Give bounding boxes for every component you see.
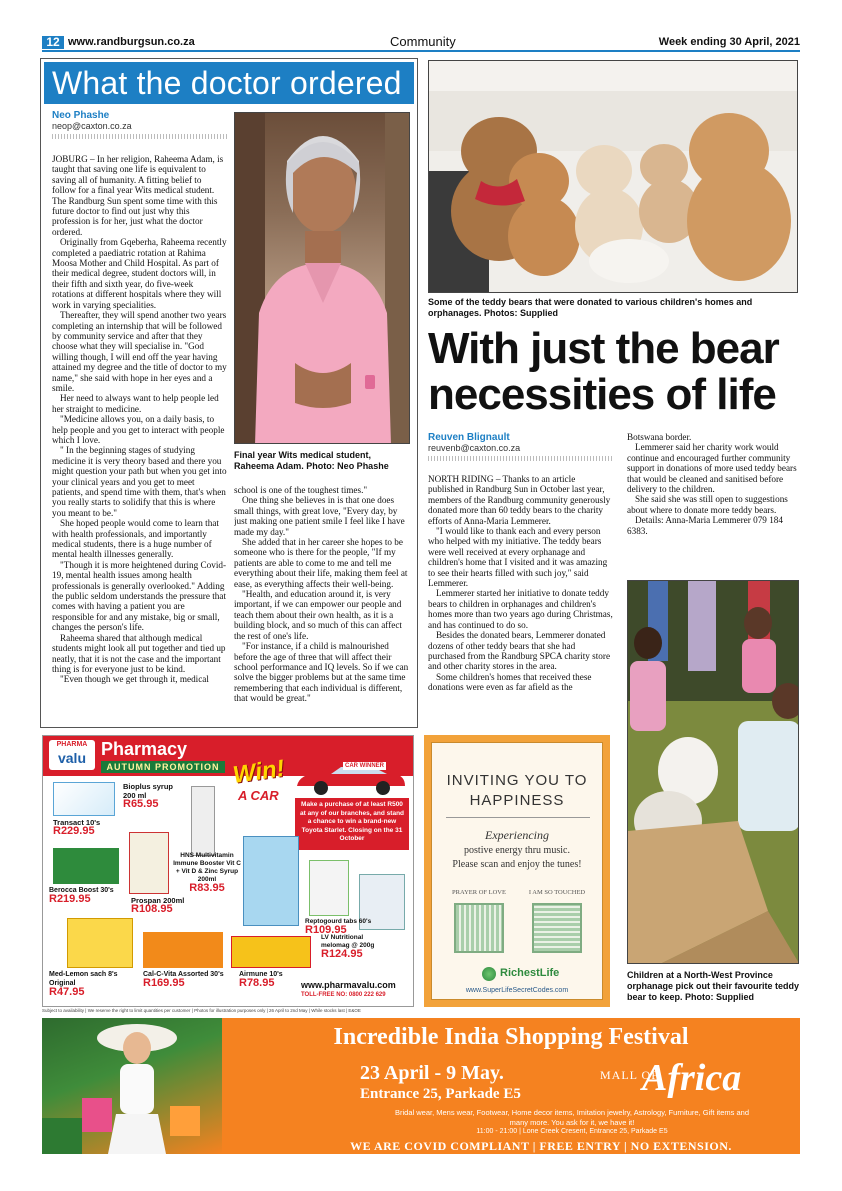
paragraph: One thing she believes in is that one does small things, with great love, "Every day, by just making one patient smile I feel like I have made my day." [234,495,405,537]
product-reptogourd-price: R109.95 [305,924,347,936]
bear-byline [428,432,613,461]
paragraph: NORTH RIDING – Thanks to an article published in Randburg Sun in October last year, members of the Randburg community generously donated more than 60 teddy bears to the charity efforts of Anna-Maria Lemmerer. [428,474,611,526]
children-photo-caption: Children at a North-West Province orphanage pick out their favourite teddy bear to keep. Photo: Supplied [627,970,800,1002]
product-prospan-name: Prospan 200ml [131,896,185,905]
pharmacy-website[interactable]: www.pharmavalu.com [301,980,396,990]
product-transact-name: Transact 10's [53,818,101,827]
happiness-title: INVITING YOU TO HAPPINESS [446,772,588,809]
festival-hours: 11:00 - 21:00 | Lone Creek Cresent, Entrance 25, Parkade E5 [476,1128,668,1135]
hns-multivitamin-box [243,836,299,926]
doctor-byline [52,110,227,139]
cal-c-vita-tube [143,932,223,968]
pharmacy-disclaimer: Subject to availability | We reserve the right to limit quantities per customer | Photos for illustration purposes only | 26 April to 2nd May | While stocks last | E&OE [42,1008,361,1013]
doctor-photo-caption: Final year Wits medical student, Raheema Adam. Photo: Neo Phashe [234,450,389,471]
bear-byline-email[interactable]: reuvenb@caxton.co.za [428,443,521,453]
win-car-terms: Make a purchase of at least R500 at any of our branches, and stand a chance to win a brand-new Toyota Starlet. Closing on the 31 October [295,798,409,850]
reptogourd-box [309,860,349,916]
product-cal-c-vita [143,970,231,988]
paragraph: Some children's homes that received these donations were even as far afield as the [428,671,592,693]
airmune-box [231,936,311,968]
paragraph: "Medicine allows you, on a daily basis, to help people and you get to interact with people which I love. [52,414,225,445]
paragraph: She added that in her career she hopes to be someone who is there for the people, "If my patients are able to come to me and tell me everything about their life, making them feel at ease, as everything affects their well-being. [234,537,408,589]
mall-of-label: MALL OF [600,1068,659,1082]
logo-pharma: PHARMA [56,741,88,748]
product-transact [53,818,100,836]
qr-code-2-icon[interactable] [532,903,582,953]
product-airmune [239,970,299,988]
paragraph: Besides the donated bears, Lemmerer donated dozens of other teddy bears that she had purchased from the Randburg SPCA charity store and other charity stores in the area. [428,630,611,672]
bear-headline-line-1: With just the bear [428,324,779,373]
product-lv-nutritional-price: R124.95 [321,948,363,960]
bear-byline-author: Reuven Blignault [428,432,510,443]
product-reptogourd-name: Reptogourd tabs 60's [305,918,372,925]
paragraph: JOBURG – In her religion, Raheema Adam, is taught that saving one life is equivalent to saving all of humanity. A fitting belief to follow for a final year Wits medical student. The Randburg Sun spent some time with this future doctor to find out just why this profession is for her, just what the doctor ordered. [52,154,224,237]
richestlife-brand: RichestLife [500,967,560,979]
transact-pack [53,782,115,816]
product-airmune-name: Airmune 10's [239,971,283,978]
bear-headline [428,326,800,418]
product-med-lemon-price: R47.95 [49,986,85,998]
section-title: Community [390,34,456,49]
paragraph: "For instance, if a child is malnourished before the age of three that will affect their school performance and IQ levels. So if we can solve the bigger problems but at the same time remembering that each individual is different, that would be great." [234,641,409,704]
paragraph: Lemmerer said her charity work would continue and encouraged further community support in donations of more used teddy bears that would be cleaned and sanitised before delivery to the children. [627,442,797,495]
richestlife-logo-icon [482,967,496,981]
bioplus-bottle [191,786,215,856]
product-airmune-price: R78.95 [239,977,275,989]
bear-column-1 [428,474,613,729]
happiness-divider [446,817,590,818]
bear-byline-divider [428,456,613,461]
teddy-bears-caption: Some of the teddy bears that were donated to various children's homes and orphanages. Photos: Supplied [428,297,753,318]
car-winner-tag: CAR WINNER [345,763,384,769]
page-number: 12 [42,36,64,49]
doctor-headline: What the doctor ordered [44,62,414,104]
paragraph: She hoped people would come to learn that with health professionals, and importantly medical students, there is a huge number of mental health illnesses generally. [52,518,219,560]
product-lv-nutritional-name: LV Nutritional melomag @ 200g [321,934,375,949]
festival-title: Incredible India Shopping Festival [333,1024,689,1050]
africa-logo: Africa [642,1057,742,1099]
header-rule [42,50,800,52]
product-med-lemon [49,970,141,997]
festival-model-panel [42,1018,222,1154]
product-berocca-name: Berocca Boost 30's [49,887,114,894]
paragraph: Originally from Gqeberha, Raheema recently completed a paediatric rotation at Rahima Moosa Mother and Child Hospital. As part of their medical degree, student doctors will, in their fifth and sixth year, do five-week rotations at different hospitals where they will work in varying specialities. [52,237,227,310]
product-hns-name: HNS Multivitamin Immune Booster Vit C + Vit D & Zinc Syrup 200ml [173,852,241,883]
berocca-pack [53,848,119,884]
product-hns [171,852,243,892]
bear-headline-line-2: necessities of life [428,370,776,419]
paragraph: Raheema shared that although medical students might look all put together and tied up neatly, that it is not the case and the important thing is for everyone just to be kind. [52,632,226,674]
doctor-photo [234,112,410,444]
byline-email[interactable]: neop@caxton.co.za [52,121,132,131]
qr-code-1-icon[interactable] [454,903,504,953]
win-badge: Win! [231,754,287,789]
paragraph: Botswana border. [627,432,692,442]
paragraph: school is one of the toughest times." [234,485,368,495]
byline-author: Neo Phashe [52,110,110,121]
product-cal-c-vita-price: R169.95 [143,977,185,989]
festival-footer: WE ARE COVID COMPLIANT | FREE ENTRY | NO EXTENSION. [350,1139,732,1153]
product-prospan-price: R108.95 [131,903,173,915]
pharmacy-ad[interactable] [42,735,414,1007]
doctor-column-2 [234,485,410,720]
product-berocca [49,886,114,904]
product-bioplus-name: Bioplus syrup 200 ml [123,782,174,800]
pharmacy-title: Pharmacy [101,739,188,759]
happiness-ad[interactable] [424,735,610,1007]
logo-valu: valu [57,750,86,766]
paragraph: "Health, and education around it, is very important, if we can empower our people and teach them about their own health, as it is a building block, and so much of this can affect the rest of one's life. [234,589,402,641]
product-med-lemon-name: Med-Lemon sach 8's Original [49,971,118,987]
qr-label-1: PRAYER OF LOVE [452,889,506,896]
bear-column-2 [627,432,799,577]
festival-dates: 23 April - 9 May. [360,1062,504,1084]
product-bioplus [123,782,183,809]
product-bioplus-price: R65.95 [123,798,159,810]
paragraph: "I would like to thank each and every person who helped with my initiative. The teddy bears were well received at every orphanage and children's home that I visited and it was amazing to see their hearts filled with such joy," said Lemmerer. [428,526,608,589]
children-photo [627,580,799,964]
paragraph: Details: Anna-Maria Lemmerer 079 184 6383. [627,515,783,536]
festival-items: Bridal wear, Mens wear, Footwear, Home decor items, Imitation jewelry, Astrology, Furniture, Gift items and many more. You ask for it, we have it! [394,1108,750,1127]
pharmavalu-logo [49,740,95,770]
festival-entrance: Entrance 25, Parkade E5 [360,1086,521,1102]
happiness-line-3: Please scan and enjoy the tunes! [452,859,582,870]
paragraph: "Though it is more heightened during Covid-19, mental health issues among health professionals is generally overlooked." Adding the public seldom understands the pressure that comes with having a patient you are responsible for and any mistake, big or small, changes the person's life. [52,559,227,633]
product-reptogourd [305,918,371,934]
shopper-illustration [42,1018,222,1154]
teddy-bears-image [429,61,798,293]
a-car-label: A CAR [238,788,279,803]
prospan-pack [129,832,169,894]
qr-label-2: I AM SO TOUCHED [528,889,586,896]
happiness-experiencing: Experiencing [485,828,549,842]
site-url[interactable]: www.randburgsun.co.za [68,36,195,48]
happiness-url[interactable]: www.SuperLifeSecretCodes.com [465,987,569,994]
paragraph: " In the beginning stages of studying medicine it is very theory based and there you might question your path but when you get into your clinical years and you get to meet patients, and spend time with them, that's when you really starts to solidify that this is where you meant to be." [52,445,227,518]
india-festival-ad[interactable] [42,1018,800,1154]
happiness-line-2: postive energy thru music. [464,845,570,856]
children-bears-image [628,581,799,964]
med-lemon-box [67,918,133,968]
product-transact-price: R229.95 [53,825,95,837]
pharmacy-tollfree: TOLL-FREE NO: 0800 222 629 [301,992,386,998]
doctor-column-1 [52,154,227,719]
paragraph: Her need to always want to help people led her straight to medicine. [52,393,219,414]
product-cal-c-vita-name: Cal-C-Vita Assorted 30's [143,971,224,978]
issue-date: Week ending 30 April, 2021 [658,36,800,48]
product-prospan [131,896,184,914]
product-lv-nutritional [321,934,379,958]
paragraph: Lemmerer started her initiative to donate teddy bears to children in orphanages and children's homes more than two years ago during Christmas, and has continued to do so. [428,588,613,630]
teddy-bears-photo [428,60,798,293]
autumn-promotion: AUTUMN PROMOTION [101,761,225,773]
paragraph: Thereafter, they will spend another two years completing an internship that will be followed by community service and after that they choose what they will specialise in. "God willing though, I will end off the year having attained my degree and the title of doctor to my name," she said with hope in her eyes and a smile. [52,310,227,393]
paragraph: "Even though we get through it, medical [60,674,209,685]
doctor-portrait-image [235,113,410,444]
byline-divider [52,134,227,139]
product-hns-price: R83.95 [189,882,225,894]
paragraph: She said she was still open to suggestions about where to donate more teddy bears. [627,494,788,515]
product-berocca-price: R219.95 [49,893,91,905]
